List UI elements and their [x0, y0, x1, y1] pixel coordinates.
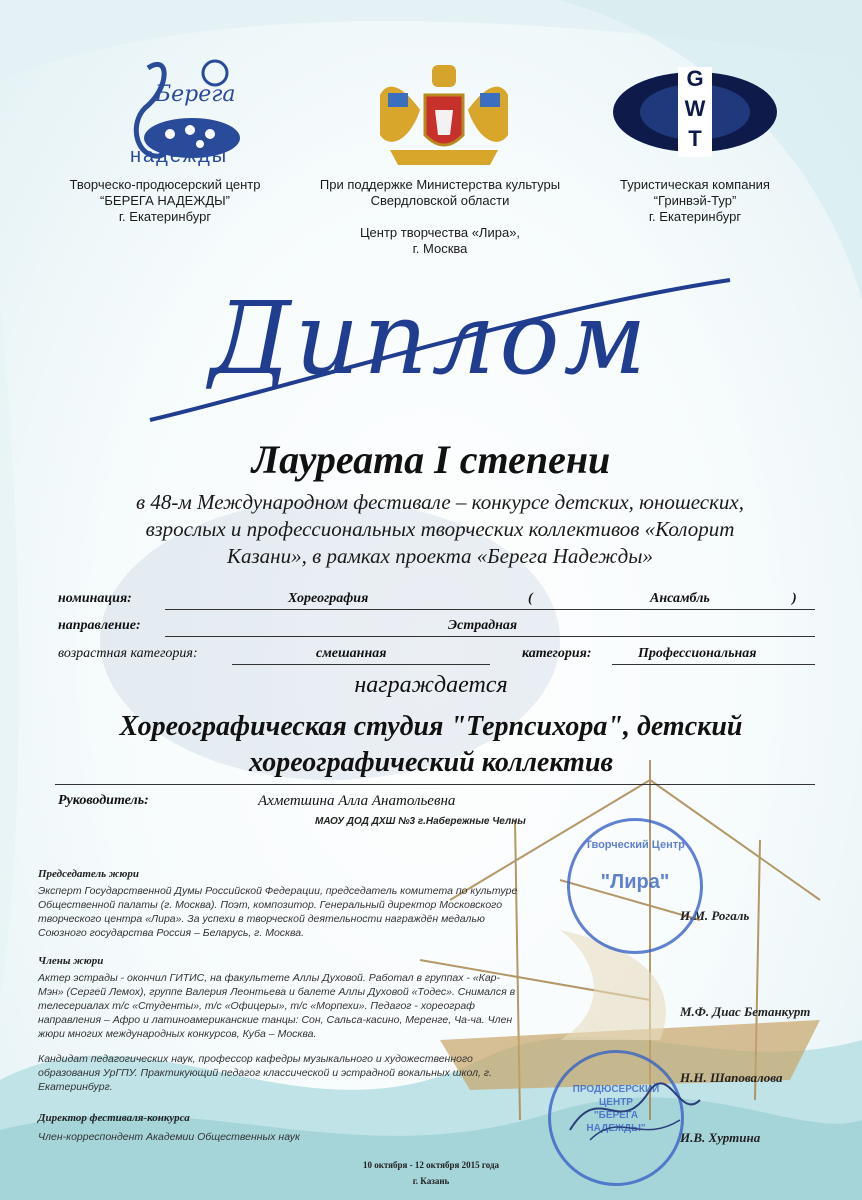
winner-underline: [55, 784, 815, 785]
jury-line: Актер эстрады - окончил ГИТИС, на факультете Аллы Духовой. Работал в группах - «Кар-: [38, 972, 501, 984]
winner-name: [40, 709, 822, 781]
leader-label: Руководитель:: [58, 793, 149, 808]
gwt-letters: [678, 64, 712, 154]
center-org-line: г. Москва: [412, 241, 468, 256]
members-heading: Члены жюри: [38, 955, 104, 967]
right-org-text: [585, 177, 805, 225]
laureate-degree: Лауреата I степени: [251, 437, 611, 482]
gwt-letter: W: [684, 96, 706, 121]
festival-dates: 10 октября - 12 октября 2015 года: [362, 1160, 500, 1170]
school-name: МАОУ ДОД ДХШ №3 г.Набережные Челны: [315, 816, 526, 827]
gwt-letter: G: [686, 66, 704, 91]
center-org-text-2: [280, 225, 600, 257]
logo-word-nadezhdy: надежды: [130, 145, 229, 167]
jury-line: направления – Афро и латиноамериканские танцы: Сон, Сальса-касино, Меренге, Ча-ча. Член: [38, 1014, 513, 1026]
lira-stamp: [567, 818, 703, 954]
director-heading: Директор фестиваля-конкурса: [38, 1112, 190, 1124]
director-name: И.В. Хуртина: [680, 1130, 761, 1145]
age-category-value: смешанная: [316, 646, 387, 661]
age-category-label: возрастная категория:: [58, 646, 198, 661]
nomination-value: Хореография: [288, 591, 369, 606]
stamp-ring-text: Творческий Центр: [585, 839, 685, 851]
member2-name: Н.Н. Шаповалова: [680, 1070, 783, 1085]
jury-line: жюри многих международных конкурсов, Куба – Москва.: [38, 1028, 317, 1040]
direction-underline: [165, 636, 815, 637]
jury-line: творческого центра «Лира». За успехи в творческой деятельности награждён медалью: [38, 913, 485, 925]
intro-line: Казани», в рамках проекта «Берега Надежды»: [227, 544, 653, 568]
paren-close: ): [792, 591, 797, 606]
jury-line: образования УрГПУ. Практикующий педагог классической и эстрадной вокальных школ, г.: [38, 1067, 492, 1079]
awarded-text: награждается: [354, 672, 508, 698]
member2-description: [38, 1052, 578, 1094]
winner-line: Хореографическая студия "Терпсихора", детский: [119, 711, 743, 742]
jury-line: Эксперт Государственной Думы Российской Федерации, председатель комитета по культуре: [38, 885, 518, 897]
chair-name: И.М. Рогаль: [680, 908, 750, 923]
jury-line: Союзного государства Россия – Беларусь, г. Москва.: [38, 927, 304, 939]
intro-line: в 48-м Международном фестивале – конкурсе детских, юношеских,: [136, 490, 744, 514]
member1-name: М.Ф. Диас Бетанкурт: [680, 1004, 811, 1019]
leader-name: Ахметшина Алла Анатольевна: [258, 793, 456, 809]
festival-intro: [60, 489, 820, 570]
center-org-line: Свердловской области: [370, 193, 510, 208]
direction-label: направление:: [58, 618, 141, 633]
left-org-line: “БЕРЕГА НАДЕЖДЫ”: [100, 193, 230, 208]
stamp-line: ЦЕНТР: [599, 1097, 633, 1108]
stamp-line: "БЕРЕГА: [593, 1110, 639, 1121]
stamp-line: ПРОДЮСЕРСКИЙ: [572, 1084, 660, 1095]
jury-line: телесериалах т/с «Студенты», т/с «Офицеры», т/с «Морпехи». Педагог - хореограф: [38, 1000, 475, 1012]
nomination-label: номинация:: [58, 591, 132, 606]
logo-word-berega: Берега: [155, 82, 236, 107]
right-org-line: Туристическая компания: [620, 177, 770, 192]
diploma-title: Диплом: [209, 280, 651, 397]
stamp-center-text: "Лира": [600, 871, 670, 893]
paren-open: (: [528, 591, 533, 606]
nomination-underline: [165, 609, 815, 610]
gwt-letter: T: [688, 126, 702, 151]
left-org-line: г. Екатеринбург: [118, 209, 212, 224]
category-label: категория:: [522, 646, 592, 661]
coat-of-arms-emblem: [370, 55, 518, 170]
left-org-text: [40, 177, 290, 225]
direction-value: Эстрадная: [448, 618, 518, 633]
director-description: Член-корреспондент Академии Общественных наук: [38, 1131, 300, 1143]
stamp-line: НАДЕЖДЫ": [586, 1123, 646, 1134]
member1-description: [38, 971, 598, 1041]
jury-line: Кандидат педагогических наук, профессор кафедры музыкального и художественного: [38, 1053, 473, 1065]
right-org-line: г. Екатеринбург: [648, 209, 742, 224]
age-underline: [232, 664, 490, 665]
center-org-line: При поддержке Министерства культуры: [319, 177, 561, 192]
left-org-line: Творческо-продюсерский центр: [69, 177, 261, 192]
jury-line: Общественной палаты (г. Москва). Поэт, композитор. Генеральный директор Московского: [38, 899, 503, 911]
intro-line: взрослых и профессиональных творческих коллективов «Колорит: [145, 517, 735, 541]
category-value: Профессиональная: [638, 646, 757, 661]
chair-heading: Председатель жюри: [38, 868, 139, 880]
signature-scribbles: [560, 1060, 710, 1150]
center-org-line: Центр творчества «Лира»,: [359, 225, 521, 240]
jury-line: Мэн» (Сергей Лемох), группе Валерия Леонтьева и балете Аллы Духовой «Тодес». Снимался в: [38, 986, 516, 998]
festival-city: г. Казань: [412, 1176, 450, 1186]
jury-line: Екатеринбург.: [38, 1081, 113, 1093]
right-org-line: “Гринвэй-Тур”: [653, 193, 737, 208]
category-underline: [612, 664, 815, 665]
chair-description: [38, 884, 578, 940]
ensemble-value: Ансамбль: [650, 591, 710, 606]
center-org-text: [280, 177, 600, 209]
winner-line: хореографический коллектив: [248, 747, 614, 778]
